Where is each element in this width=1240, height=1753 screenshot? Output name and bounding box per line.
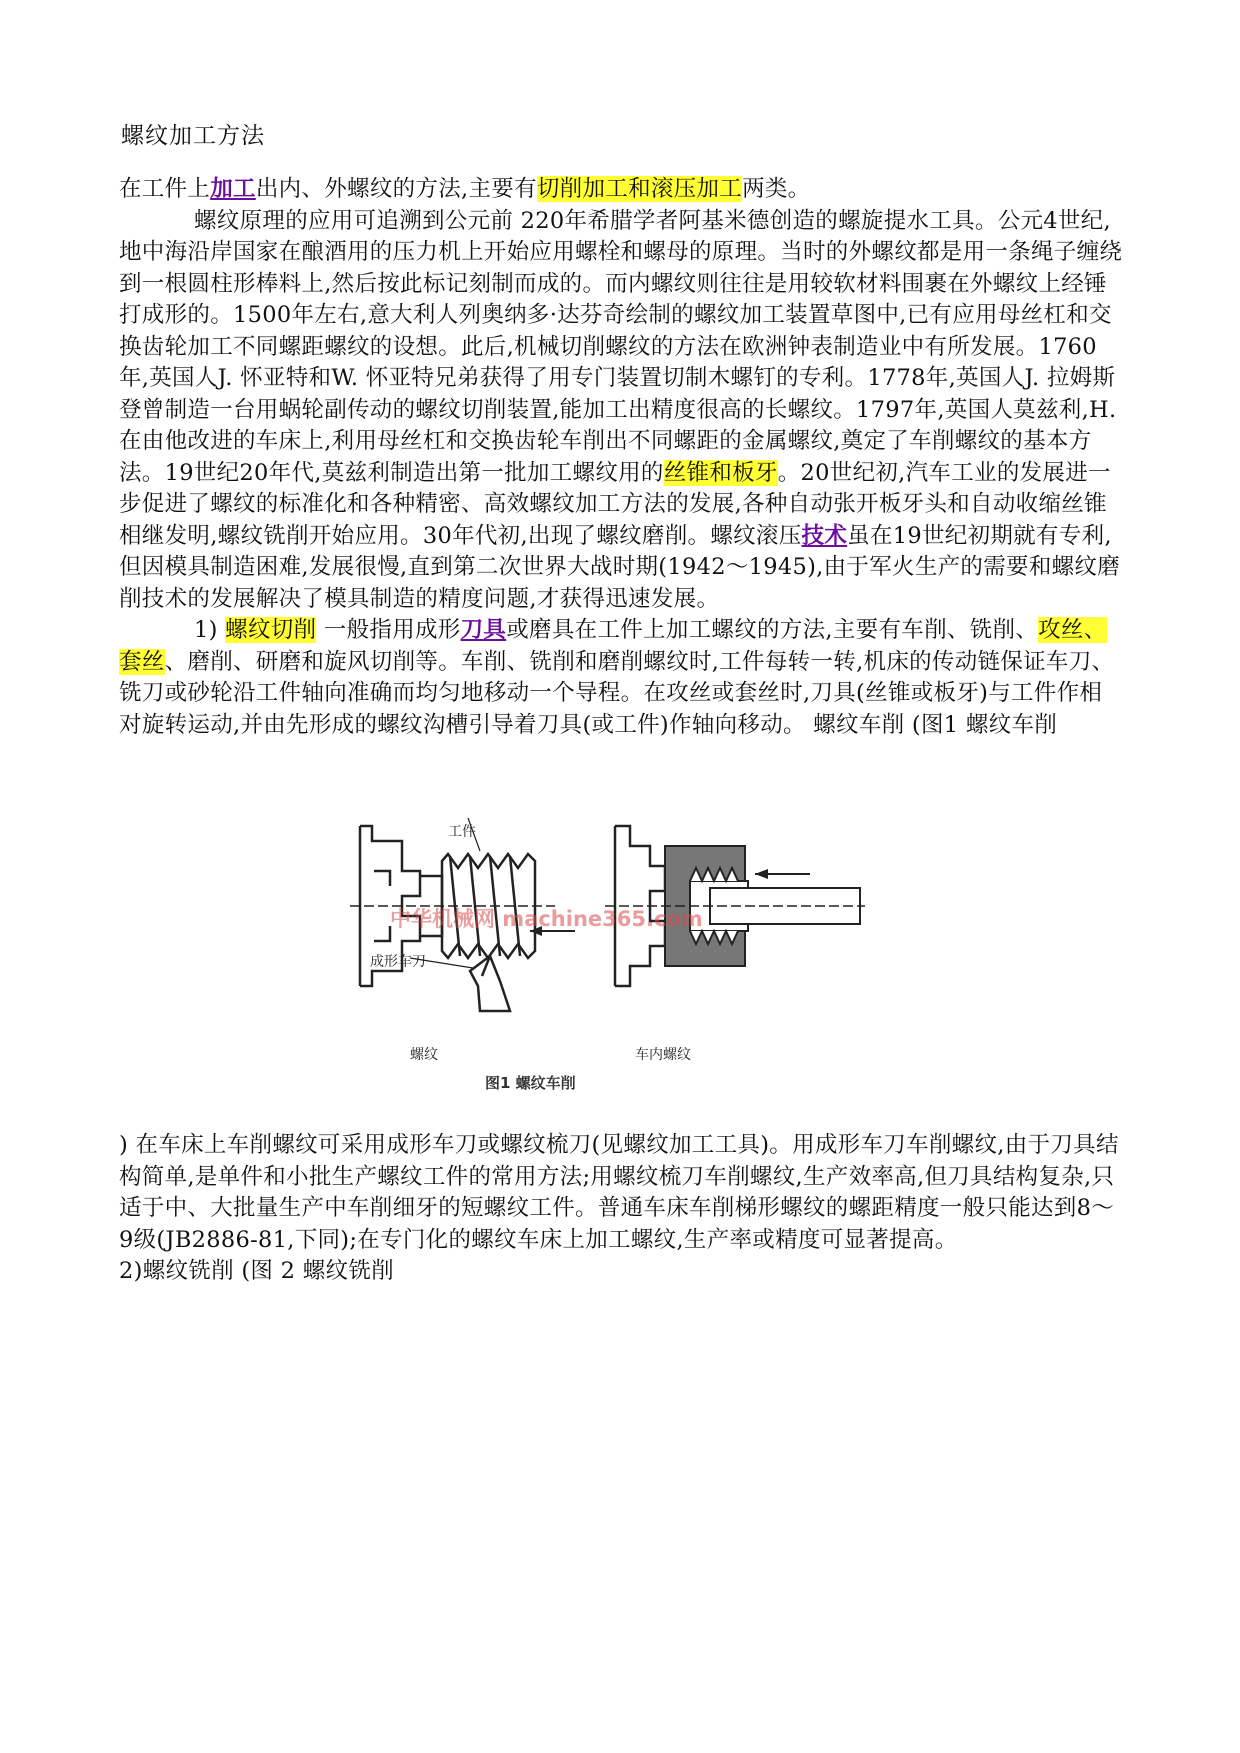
section2-heading: 2)螺纹铣削 (图 2 螺纹铣削	[119, 1258, 394, 1284]
label-left-caption: 螺纹	[410, 1047, 438, 1063]
watermark-text: 中华机械网 machine365.com	[390, 907, 703, 931]
intro-text-3: 两类。	[742, 176, 811, 202]
figure-diagram	[350, 806, 870, 1096]
form-tool	[470, 956, 510, 1011]
link-jiagong[interactable]: 加工	[210, 176, 256, 202]
body-block-1	[119, 174, 1124, 741]
intro-paragraph	[119, 174, 1124, 206]
link-jishu[interactable]: 技术	[801, 522, 848, 549]
highlight-thread-cutting: 螺纹切削	[225, 617, 317, 643]
history-text-3: 虽在19世纪初期就有专利,但因模具制造困难,发展很慢,直到第二次世界大战时期(1942～1945),由于军火生产的需要和螺纹磨削技术的发展解决了模具制造的精度问题,才获得迅速发展。	[119, 522, 1121, 612]
body-block-2	[119, 1130, 1124, 1288]
section1-text-2: 或磨具在工件上加工螺纹的方法,主要有车削、铣削、	[506, 617, 1039, 643]
intro-text-2: 出内、外螺纹的方法,主要有	[255, 176, 537, 202]
turning-paragraph: ) 在车床上车削螺纹可采用成形车刀或螺纹梳刀(见螺纹加工工具)。用成形车刀车削螺纹,由于刀具结构简单,是单件和小批生产螺纹工件的常用方法;用螺纹梳刀车削螺纹,生产效率高,但刀具结构复杂,只适于中、大批量生产中车削细牙的短螺纹工件。普通车床车削梯形螺纹的螺距精度一般只能达到8～9级(JB2886-81,下同);在专门化的螺纹车床上加工螺纹,生产率或精度可显著提高。	[119, 1132, 1119, 1253]
highlight-tapping-threading: 攻丝、套丝	[119, 617, 1107, 675]
figure-thread-turning	[350, 806, 870, 1096]
label-right-caption: 车内螺纹	[635, 1047, 691, 1063]
highlight-taps-dies: 丝锥和板牙	[663, 459, 778, 486]
highlight-cutting-rolling: 切削加工和滚压加工	[536, 176, 743, 202]
link-daoju[interactable]: 刀具	[460, 617, 507, 643]
section1-paragraph	[119, 615, 1124, 741]
label-workpiece: 工件	[448, 824, 476, 840]
label-form-tool: 成形车刀	[370, 954, 426, 970]
intro-text-1: 在工件上	[119, 176, 211, 202]
history-paragraph	[119, 206, 1124, 616]
history-text-2: 。20世纪初,汽车工业的发展进一步促进了螺纹的标准化和各种精密、高效螺纹加工方法的发展,各种自动张开板牙头和自动收缩丝锥相继发明,螺纹铣削开始应用。30年代初,出现了螺纹磨削。螺纹滚压	[119, 459, 1111, 549]
history-text-1: 螺纹原理的应用可追溯到公元前 220年希腊学者阿基米德创造的螺旋提水工具。公元4世纪,地中海沿岸国家在酿酒用的压力机上开始应用螺栓和螺母的原理。当时的外螺纹都是用一条绳子缠绕到一根圆柱形棒料上,然后按此标记刻制而成的。而内螺纹则往往是用较软材料围裹在外螺纹上经锤打成形的。1500年左右,意大利人列奥纳多·达芬奇绘制的螺纹加工装置草图中,已有应用母丝杠和交换齿轮加工不同螺距螺纹的设想。此后,机械切削螺纹的方法在欧洲钟表制造业中有所发展。1760年,英国人J. 怀亚特和W. 怀亚特兄弟获得了用专门装置切制木螺钉的专利。1778年,英国人J. 拉姆斯登曾制造一台用蜗轮副传动的螺纹切削装置,能加工出精度很高的长螺纹。1797年,英国人莫兹利,H. 在由他改进的车床上,利用母丝杠和交换齿轮车削出不同螺距的金属螺纹,奠定了车削螺纹的基本方法。19世纪20年代,莫兹利制造出第一批加工螺纹用的	[119, 207, 1123, 486]
page-title: 螺纹加工方法	[121, 123, 265, 149]
section1-text-1: 一般指用成形	[316, 617, 461, 643]
section1-text-3: 、磨削、研磨和旋风切削等。车削、铣削和磨削螺纹时,工件每转一转,机床的传动链保证车刀、铣刀或砂轮沿工件轴向准确而均匀地移动一个导程。在攻丝或套丝时,刀具(丝锥或板牙)与工件作相对旋转运动,并由先形成的螺纹沟槽引导着刀具(或工件)作轴向移动。 螺纹车削 (图1 螺纹车削	[119, 648, 1115, 738]
figure-caption: 图1 螺纹车削	[485, 1074, 576, 1092]
section1-number: 1)	[194, 617, 226, 643]
